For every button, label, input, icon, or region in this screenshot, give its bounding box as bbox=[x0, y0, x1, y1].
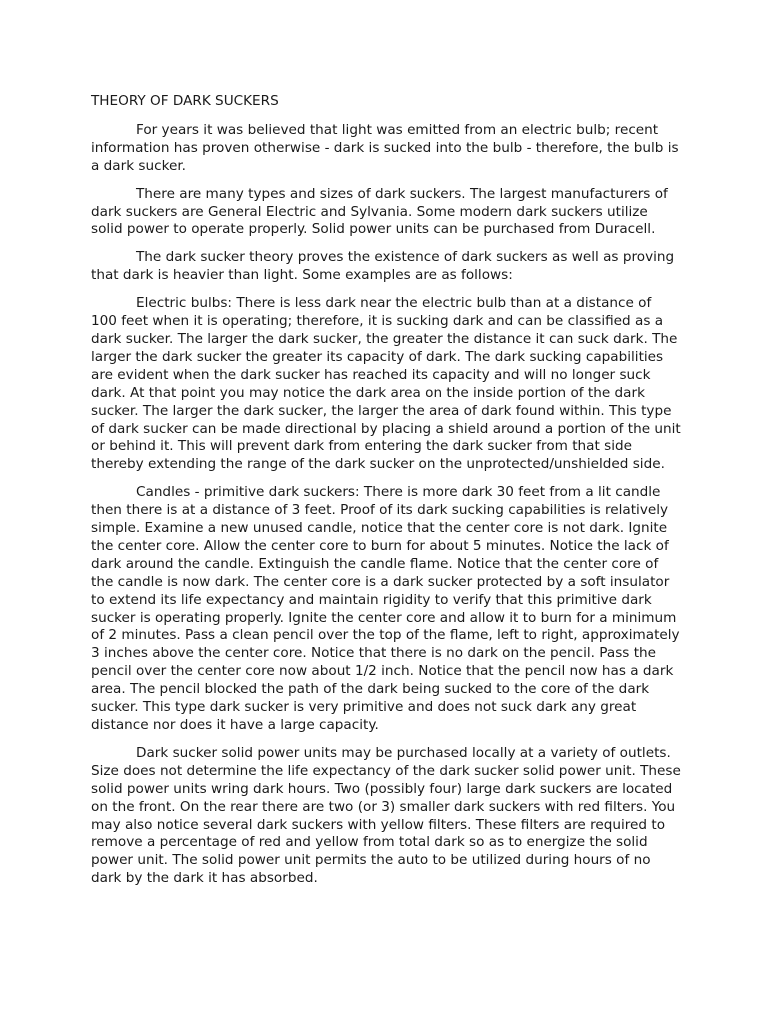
paragraph-candles: Candles - primitive dark suckers: There is more dark 30 feet from a lit candle then there is at a distance of 3 feet. Proof of its dark sucking capabilities is relatively simple. Examine a new unused candle, notice that the center core is not dark. Ignite the center core. Allow the center core to burn for about 5 minutes. Notice the lack of dark around the candle. Extinguish the candle flame. Notice that the center core of the candle is now dark. The center core is a dark sucker protected by a soft insulator to extend its life expectancy and maintain rigidity to verify that this primitive dark sucker is operating properly. Ignite the center core and allow it to burn for a minimum of 2 minutes. Pass a clean pencil over the top of the flame, left to right, approximately 3 inches above the center core. Notice that there is no dark on the pencil. Pass the pencil over the center core now about 1/2 inch. Notice that the pencil now has a dark area. The pencil blocked the path of the dark being sucked to the core of the dark sucker. This type dark sucker is very primitive and does not suck dark any great distance nor does it have a large capacity. bbox=[91, 484, 680, 733]
paragraph-electric-bulbs: Electric bulbs: There is less dark near the electric bulb than at a distance of 100 feet when it is operating; therefore, it is sucking dark and can be classified as a dark sucker. The larger the dark sucker, the greater the distance it can suck dark. The larger the dark sucker the greater its capacity of dark. The dark sucking capabilities are evident when the dark sucker has reached its capacity and will no longer suck dark. At that point you may notice the dark area on the inside portion of the dark sucker. The larger the dark sucker, the larger the area of dark found within. This type of dark sucker can be made directional by placing a shield around a portion of the unit or behind it. This will prevent dark from entering the dark sucker from that side thereby extending the range of the dark sucker on the unprotected/unshielded side. bbox=[91, 295, 681, 473]
document-title: THEORY OF DARK SUCKERS bbox=[91, 93, 279, 109]
paragraph-solid-power-units: Dark sucker solid power units may be purchased locally at a variety of outlets. Size does not determine the life expectancy of the dark sucker solid power unit. These solid power units wring dark hours. Two (possibly four) large dark suckers are located on the front. On the rear there are two (or 3) smaller dark suckers with red filters. You may also notice several dark suckers with yellow filters. These filters are required to remove a percentage of red and yellow from total dark so as to energize the solid power unit. The solid power unit permits the auto to be utilized during hours of no dark by the dark it has absorbed. bbox=[91, 744, 681, 887]
paragraph-types: There are many types and sizes of dark suckers. The largest manufacturers of dark suckers are General Electric and Sylvania. Some modern dark suckers utilize solid power to operate properly. Solid power units can be purchased from Duracell. bbox=[91, 185, 668, 238]
paragraph-intro: For years it was believed that light was emitted from an electric bulb; recent information has proven otherwise - dark is sucked into the bulb - therefore, the bulb is a dark sucker. bbox=[91, 121, 679, 174]
document-page bbox=[91, 93, 681, 898]
paragraph-theory: The dark sucker theory proves the existence of dark suckers as well as proving that dark is heavier than light. Some examples are as follows: bbox=[91, 249, 675, 284]
